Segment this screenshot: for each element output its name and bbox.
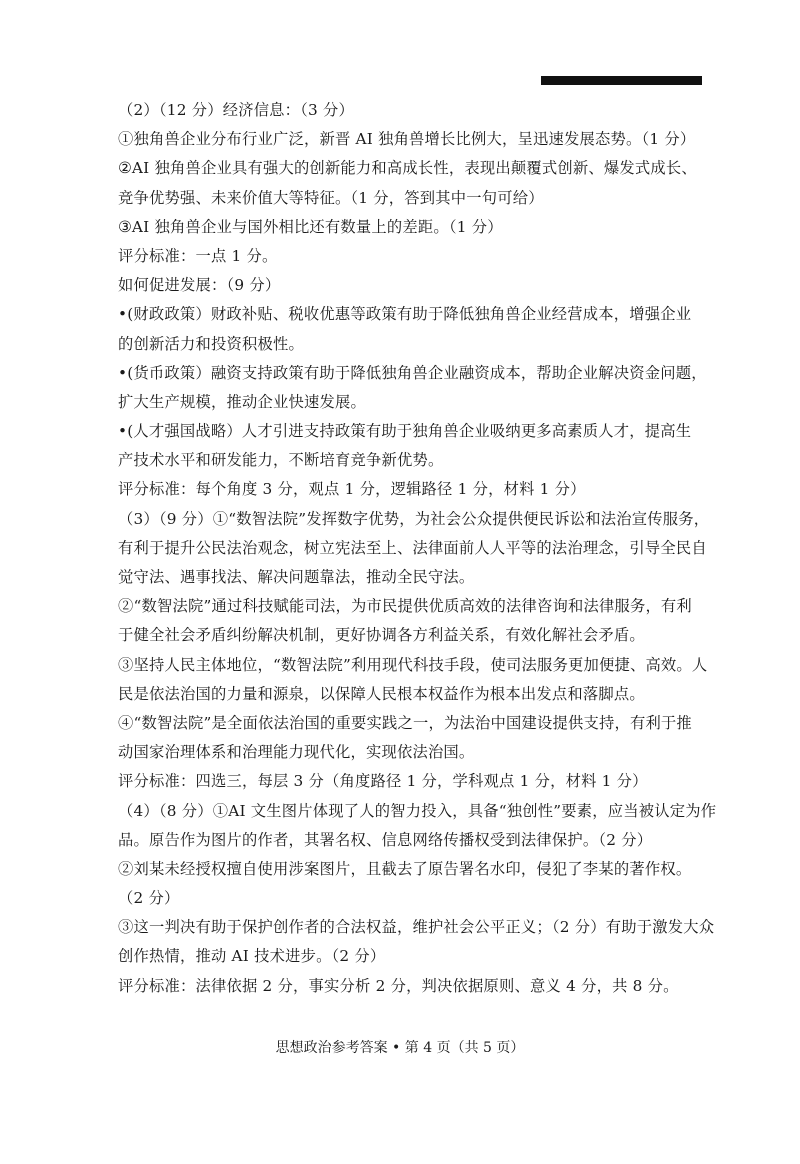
text-line: 有利于提升公民法治观念，树立宪法至上、法律面前人人平等的法治理念，引导全民自 [118, 538, 707, 557]
text-line: 动国家治理体系和治理能力现代化，实现依法治国。 [118, 743, 475, 762]
text-line: ①独角兽企业分布行业广泛，新晋 AI 独角兽增长比例大，呈迅速发展态势。（1 分） [118, 130, 696, 149]
text-line: 评分标准：一点 1 分。 [118, 246, 278, 265]
text-line: ③坚持人民主体地位，“数智法院”利用现代科技手段，使司法服务更加便捷、高效。人 [118, 655, 708, 674]
answer-body [118, 96, 717, 1001]
text-line: 评分标准：法律依据 2 分，事实分析 2 分，判决依据原则、意义 4 分，共 8 分。 [118, 976, 679, 995]
text-line: ③AI 独角兽企业与国外相比还有数量上的差距。（1 分） [118, 217, 503, 236]
text-line: 民是依法治国的力量和源泉，以保障人民根本权益作为根本出发点和落脚点。 [118, 684, 645, 703]
text-line: •(货币政策）融资支持政策有助于降低独角兽企业融资成本，帮助企业解决资金问题， [118, 363, 707, 382]
text-line: 觉守法、遇事找法、解决问题靠法，推动全民守法。 [118, 568, 475, 586]
text-line: 如何促进发展：（9 分） [118, 276, 281, 295]
text-line: 评分标准：四选三，每层 3 分（角度路径 1 分，学科观点 1 分，材料 1 分） [118, 772, 648, 791]
text-line: 扩大生产规模，推动企业快速发展。 [118, 392, 366, 411]
text-line: 于健全社会矛盾纠纷解决机制，更好协调各方利益关系，有效化解社会矛盾。 [118, 626, 645, 645]
text-line: 品。原告作为图片的作者，其署名权、信息网络传播权受到法律保护。（2 分） [118, 830, 653, 849]
text-line: （3）（9 分）①“数智法院”发挥数字优势，为社会公众提供便民诉讼和法治宣传服务， [118, 509, 710, 528]
text-line: 评分标准：每个角度 3 分，观点 1 分，逻辑路径 1 分，材料 1 分） [118, 480, 586, 499]
page-footer: 思想政治参考答案 • 第 4 页（共 5 页） [275, 1040, 525, 1056]
text-line: ③这一判决有助于保护创作者的合法权益，维护社会公平正义；（2 分）有助于激发大众 [118, 918, 715, 937]
text-line: ②刘某未经授权擅自使用涉案图片，且截去了原告署名水印，侵犯了李某的著作权。 [118, 859, 692, 878]
text-line: 竞争优势强、未来价值大等特征。（1 分，答到其中一句可给） [118, 188, 544, 207]
text-line: 创作热情，推动 AI 技术进步。（2 分） [118, 947, 386, 966]
text-line: •(人才强国战略）人才引进支持政策有助于独角兽企业吸纳更多高素质人才，提高生 [118, 422, 692, 441]
top-decorative-bar [541, 76, 702, 85]
text-line: 产技术水平和研发能力，不断培育竞争新优势。 [118, 451, 444, 470]
text-line: （2）（12 分）经济信息：（3 分） [118, 101, 355, 119]
text-line: （2 分） [118, 889, 180, 908]
text-line: ④“数智法院”是全面依法治国的重要实践之一，为法治中国建设提供支持，有利于推 [118, 713, 692, 732]
text-line: （4）（8 分）①AI 文生图片体现了人的智力投入，具备“独创性”要素，应当被认定为作 [118, 801, 717, 820]
text-line: 的创新活力和投资积极性。 [118, 334, 304, 353]
text-line: ②“数智法院”通过科技赋能司法，为市民提供优质高效的法律咨询和法律服务，有利 [118, 597, 692, 616]
text-line: •(财政政策）财政补贴、税收优惠等政策有助于降低独角兽企业经营成本，增强企业 [118, 305, 692, 324]
text-line: ②AI 独角兽企业具有强大的创新能力和高成长性，表现出颠覆式创新、爆发式成长、 [118, 159, 697, 178]
